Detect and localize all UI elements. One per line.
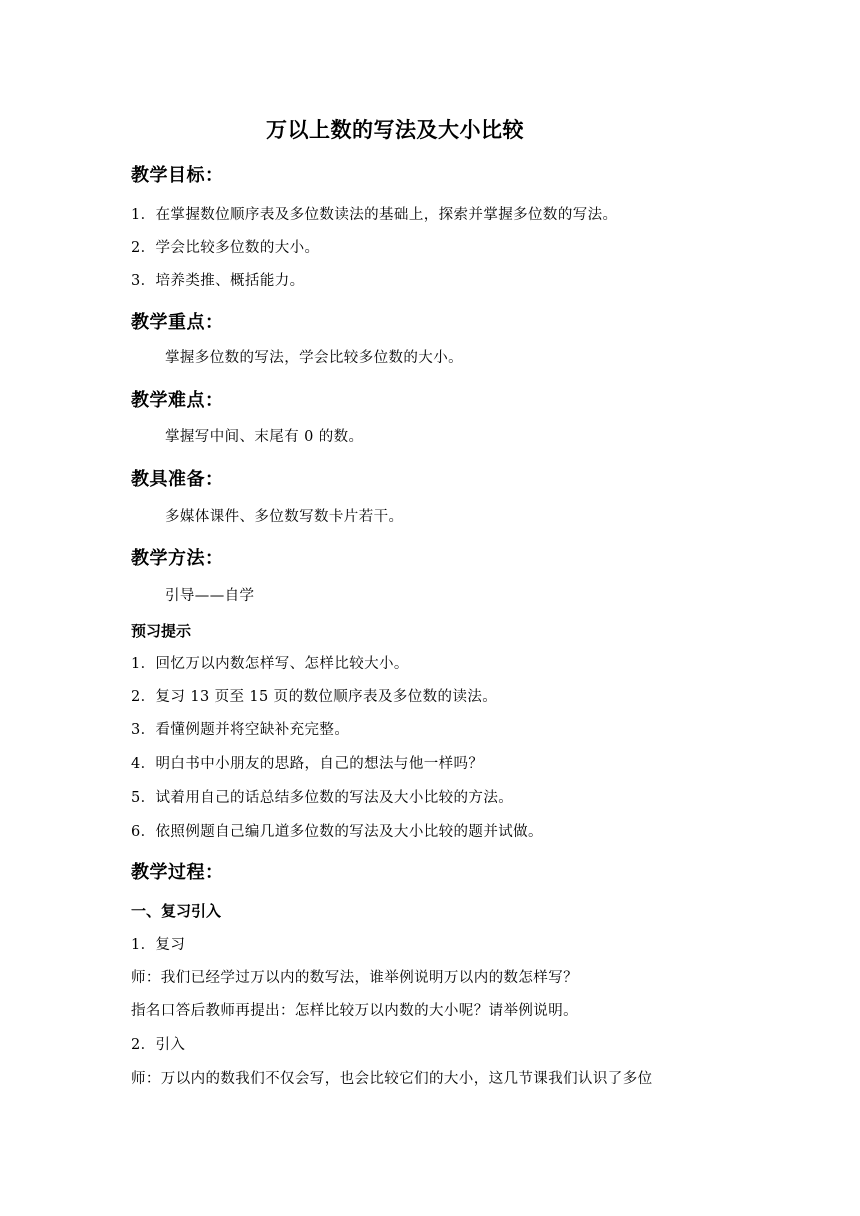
preview-heading: 预习提示 [131, 622, 192, 640]
process-line-3: 指名口答后教师再提出：怎样比较万以内数的大小呢？请举例说明。 [131, 1003, 578, 1019]
difficulties-text: 掌握写中间、末尾有 0 的数。 [165, 429, 364, 445]
methods-heading: 教学方法： [131, 548, 224, 569]
process-line-2: 师：我们已经学过万以内的数写法，谁举例说明万以内的数怎样写？ [131, 970, 578, 986]
key-points-heading: 教学重点： [131, 312, 224, 333]
preview-item-5: 5．试着用自己的话总结多位数的写法及大小比较的方法。 [131, 790, 514, 806]
goals-item-3: 3．培养类推、概括能力。 [131, 273, 305, 289]
materials-text: 多媒体课件、多位数写数卡片若干。 [165, 509, 404, 525]
goals-item-1: 1．在掌握数位顺序表及多位数读法的基础上，探索并掌握多位数的写法。 [131, 207, 618, 223]
process-line-5: 师：万以内的数我们不仅会写，也会比较它们的大小，这几节课我们认识了多位 [131, 1071, 653, 1087]
materials-heading: 教具准备： [131, 469, 224, 490]
preview-item-3: 3．看懂例题并将空缺补充完整。 [131, 722, 350, 738]
methods-text: 引导——自学 [165, 588, 255, 604]
process-subheading: 一、复习引入 [131, 902, 222, 920]
process-line-4: 2．引入 [131, 1037, 186, 1053]
key-points-text: 掌握多位数的写法，学会比较多位数的大小。 [165, 350, 463, 366]
goals-item-2: 2．学会比较多位数的大小。 [131, 240, 320, 256]
process-line-1: 1．复习 [131, 937, 186, 953]
difficulties-heading: 教学难点： [131, 390, 224, 411]
process-heading: 教学过程： [131, 862, 224, 883]
goals-heading: 教学目标： [131, 165, 224, 186]
preview-item-4: 4．明白书中小朋友的思路，自己的想法与他一样吗？ [131, 756, 484, 772]
document-title: 万以上数的写法及大小比较 [266, 118, 524, 142]
preview-item-1: 1．回忆万以内数怎样写、怎样比较大小。 [131, 656, 409, 672]
preview-item-2: 2．复习 13 页至 15 页的数位顺序表及多位数的读法。 [131, 689, 498, 705]
preview-item-6: 6．依照例题自己编几道多位数的写法及大小比较的题并试做。 [131, 824, 543, 840]
